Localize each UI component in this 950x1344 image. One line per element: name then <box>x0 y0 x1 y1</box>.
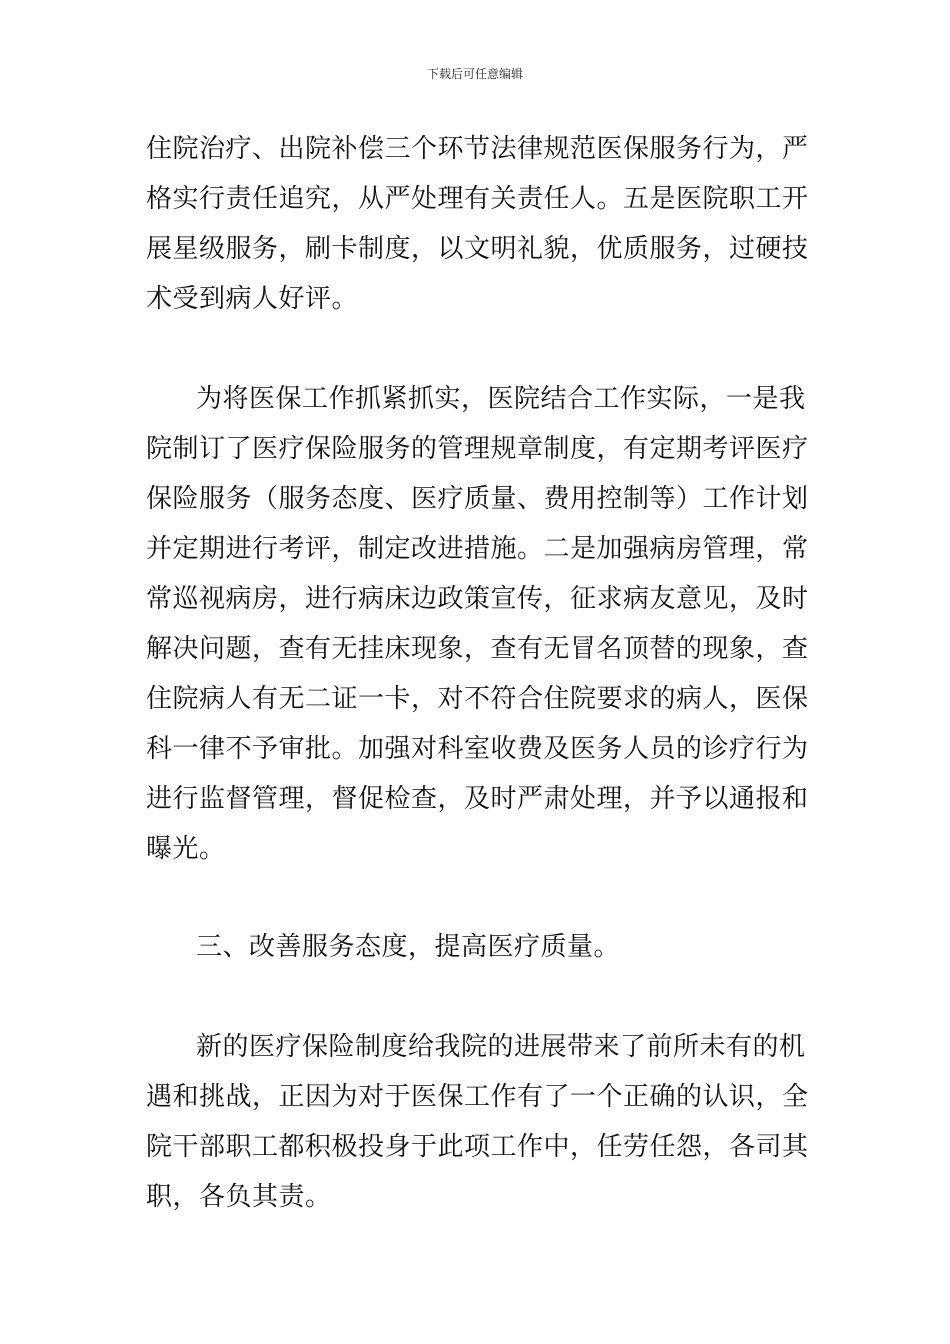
text-line: 遇和挑战，正因为对于医保工作有了一个正确的认识，全 <box>146 1082 809 1112</box>
text-line: 住院治疗、出院补偿三个环节法律规范医保服务行为，严 <box>146 134 809 164</box>
text-line: 曝光。 <box>146 834 226 864</box>
text-line: 格实行责任追究，从严处理有关责任人。五是医院职工开 <box>146 184 809 214</box>
section-heading: 三、改善服务态度，提高医疗质量。 <box>196 932 621 962</box>
text-line: 保险服务（服务态度、医疗质量、费用控制等）工作计划 <box>146 484 809 514</box>
text-line: 为将医保工作抓紧抓实，医院结合工作实际，一是我 <box>196 384 806 414</box>
text-line: 并定期进行考评，制定改进措施。二是加强病房管理，常 <box>146 534 809 564</box>
text-line: 科一律不予审批。加强对科室收费及医务人员的诊疗行为 <box>146 734 809 764</box>
text-line: 进行监督管理，督促检查，及时严肃处理，并予以通报和 <box>146 784 809 814</box>
header-note: 下载后可任意编辑 <box>426 67 523 81</box>
text-line: 住院病人有无二证一卡，对不符合住院要求的病人，医保 <box>146 684 809 714</box>
text-line: 解决问题，查有无挂床现象，查有无冒名顶替的现象，查 <box>146 634 809 664</box>
text-line: 术受到病人好评。 <box>146 284 359 314</box>
text-line: 新的医疗保险制度给我院的进展带来了前所未有的机 <box>196 1032 806 1062</box>
text-line: 院干部职工都积极投身于此项工作中，任劳任怨，各司其 <box>146 1132 809 1162</box>
text-line: 常巡视病房，进行病床边政策宣传，征求病友意见，及时 <box>146 584 809 614</box>
text-line: 院制订了医疗保险服务的管理规章制度，有定期考评医疗 <box>146 434 809 464</box>
text-line: 职，各负其责。 <box>146 1182 332 1212</box>
text-line: 展星级服务，刷卡制度，以文明礼貌，优质服务，过硬技 <box>146 234 809 264</box>
